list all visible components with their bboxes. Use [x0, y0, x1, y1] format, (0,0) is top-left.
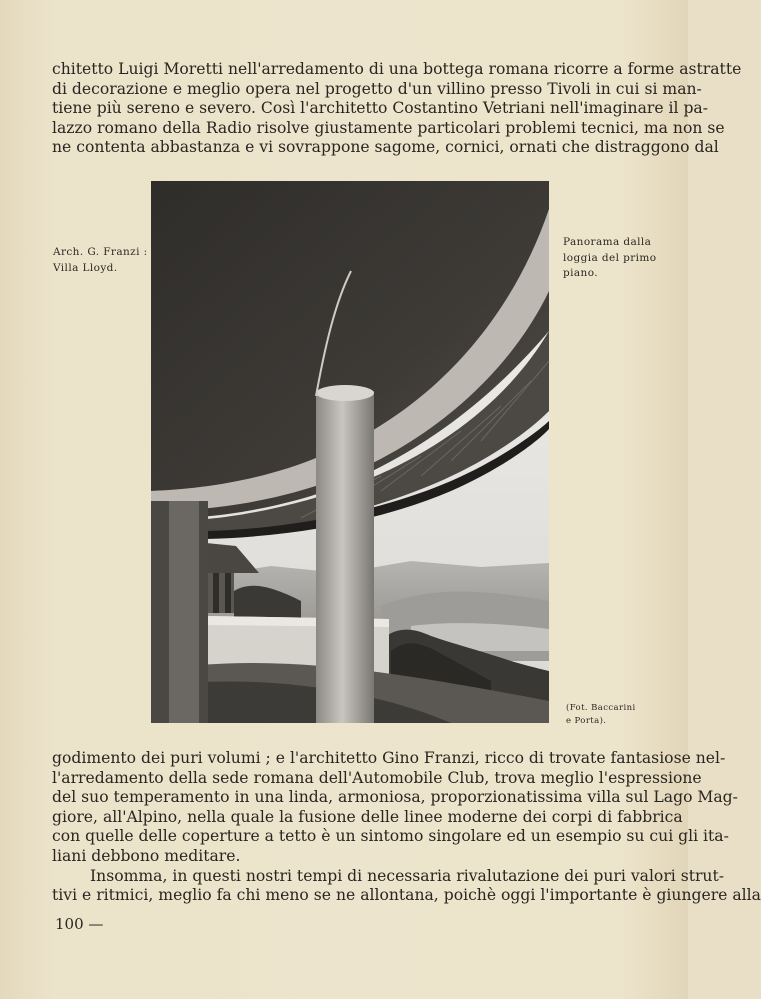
caption-line: loggia del primo	[563, 251, 657, 264]
text-line: godimento dei puri volumi ; e l'architetto Gino Franzi, ricco di trovate fantasiose nel-	[52, 749, 726, 767]
text-line: tiene più sereno e severo. Così l'architetto Costantino Vetriani nell'imaginare il pa-	[52, 99, 708, 118]
credit-line: (Fot. Baccarini	[566, 703, 636, 713]
page-number: 100 —	[55, 915, 104, 933]
text-line: liani debbono meditare.	[52, 846, 241, 865]
text-line: chitetto Luigi Moretti nell'arredamento di una bottega romana ricorre a forme astratte	[52, 60, 742, 78]
villa-photograph	[151, 181, 549, 723]
text-line: l'arredamento della sede romana dell'Automobile Club, trova meglio l'espressione	[52, 768, 702, 787]
text-line: ne contenta abbastanza e vi sovrappone sagome, cornici, ornati che distraggono dal	[52, 138, 719, 157]
text-line: di decorazione e meglio opera nel progetto d'un villino presso Tivoli in cui si man-	[52, 79, 702, 98]
caption-line: piano.	[563, 267, 598, 279]
photo-caption-left	[53, 245, 148, 276]
photo-credit	[566, 702, 676, 728]
photo-illustration	[151, 181, 549, 723]
text-line: con quelle delle coperture a tetto è un sintomo singolare ed un esempio su cui gli ita-	[52, 827, 729, 846]
top-paragraph	[52, 60, 742, 158]
caption-line: Villa Lloyd.	[53, 261, 118, 274]
text-line: lazzo romano della Radio risolve giustamente particolari problemi tecnici, ma non se	[52, 118, 725, 137]
bottom-paragraph	[52, 749, 761, 906]
credit-line: e Porta).	[566, 716, 607, 726]
text-line: tivi e ritmici, meglio fa chi meno se ne allontana, poichè oggi l'importante è giungere alla	[52, 886, 761, 905]
photo-caption-right	[563, 235, 683, 282]
text-line: del suo temperamento in una linda, armoniosa, proporzionatissima villa sul Lago Mag-	[52, 788, 738, 807]
caption-line: Arch. G. Franzi :	[53, 246, 148, 258]
text-line: Insomma, in questi nostri tempi di necessaria rivalutazione dei puri valori strut-	[90, 866, 725, 885]
text-line: giore, all'Alpino, nella quale la fusione delle linee moderne dei corpi di fabbrica	[52, 807, 683, 826]
caption-line: Panorama dalla	[563, 236, 652, 248]
